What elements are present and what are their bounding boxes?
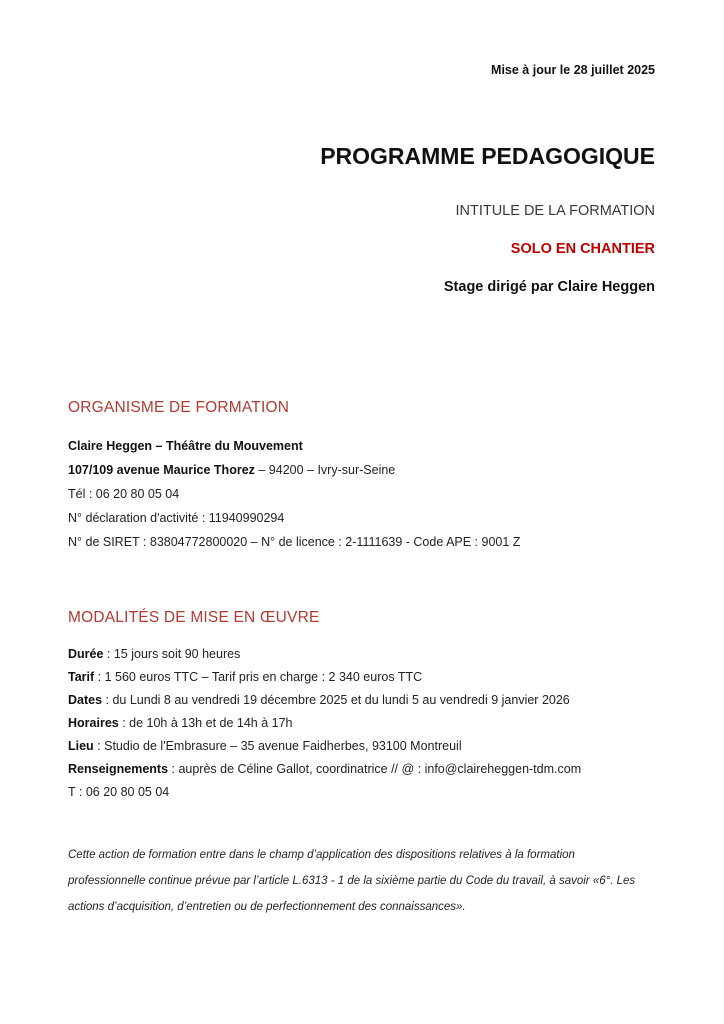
mod-line-duree-bold: Durée [68,647,104,661]
mod-line-telephone [68,781,655,804]
org-line-phone [68,482,655,506]
org-line-declaration-rest: N° déclaration d'activité : 11940990294 [68,511,285,525]
organisme-heading: ORGANISME DE FORMATION [68,399,290,416]
mod-line-lieu-rest: : Studio de l'Embrasure – 35 avenue Faidherbes, 93100 Montreuil [93,739,462,753]
mod-line-duree [68,643,655,666]
org-line-declaration [68,506,655,530]
mod-line-dates [68,689,655,712]
mod-line-duree-rest: : 15 jours soit 90 heures [103,647,241,661]
mod-line-tarif-rest: : 1 560 euros TTC – Tarif pris en charge : 2 340 euros TTC [94,670,423,684]
course-title: SOLO EN CHANTIER [510,241,655,257]
org-line-address-rest: – 94200 – Ivry-sur-Seine [254,463,396,477]
mod-line-dates-rest: : du Lundi 8 au vendredi 19 décembre 2025 et du lundi 5 au vendredi 9 janvier 2026 [102,693,570,707]
org-line-company [68,434,655,458]
header-block [68,62,655,296]
page-title: PROGRAMME PEDAGOGIQUE [320,143,655,169]
section-modalites [68,608,655,804]
mod-line-renseignements-rest: : auprès de Céline Gallot, coordinatrice // @ : info@claireheggen-tdm.com [168,762,582,776]
formation-subtitle: INTITULE DE LA FORMATION [455,203,655,219]
mod-line-dates-bold: Dates [68,693,103,707]
org-line-phone-rest: Tél : 06 20 80 05 04 [68,487,180,501]
org-line-company-bold: Claire Heggen – Théâtre du Mouvement [68,439,303,453]
organisme-lines [68,434,655,554]
org-line-siret-rest: N° de SIRET : 83804772800020 – N° de licence : 2-1111639 - Code APE : 9001 Z [68,535,521,549]
mod-line-renseignements-bold: Renseignements [68,762,169,776]
mod-line-renseignements [68,758,655,781]
modalites-heading: MODALITÉS DE MISE EN ŒUVRE [68,609,320,626]
section-organisme [68,398,655,554]
mod-line-horaires-rest: : de 10h à 13h et de 14h à 17h [118,716,293,730]
org-line-siret [68,530,655,554]
legal-notice: Cette action de formation entre dans le champ d’application des dispositions relatives à la formation professionnelle continue prévue par l’article L.6313 - 1 de la sixième partie du Code du travail, à savoir «6°. Les actions d’acquisition, d’entretien ou de perfectionnement des connaissances». [68,849,636,913]
mod-line-telephone-rest: T : 06 20 80 05 04 [68,785,170,799]
mod-line-lieu [68,735,655,758]
mod-line-lieu-bold: Lieu [68,739,94,753]
mod-line-tarif [68,666,655,689]
mod-line-horaires [68,712,655,735]
update-date: Mise à jour le 28 juillet 2025 [491,63,655,77]
org-line-address [68,458,655,482]
mod-line-horaires-bold: Horaires [68,716,119,730]
modalites-lines [68,643,655,804]
org-line-address-bold: 107/109 avenue Maurice Thorez [68,463,255,477]
director-line: Stage dirigé par Claire Heggen [443,279,655,295]
mod-line-tarif-bold: Tarif [68,670,95,684]
